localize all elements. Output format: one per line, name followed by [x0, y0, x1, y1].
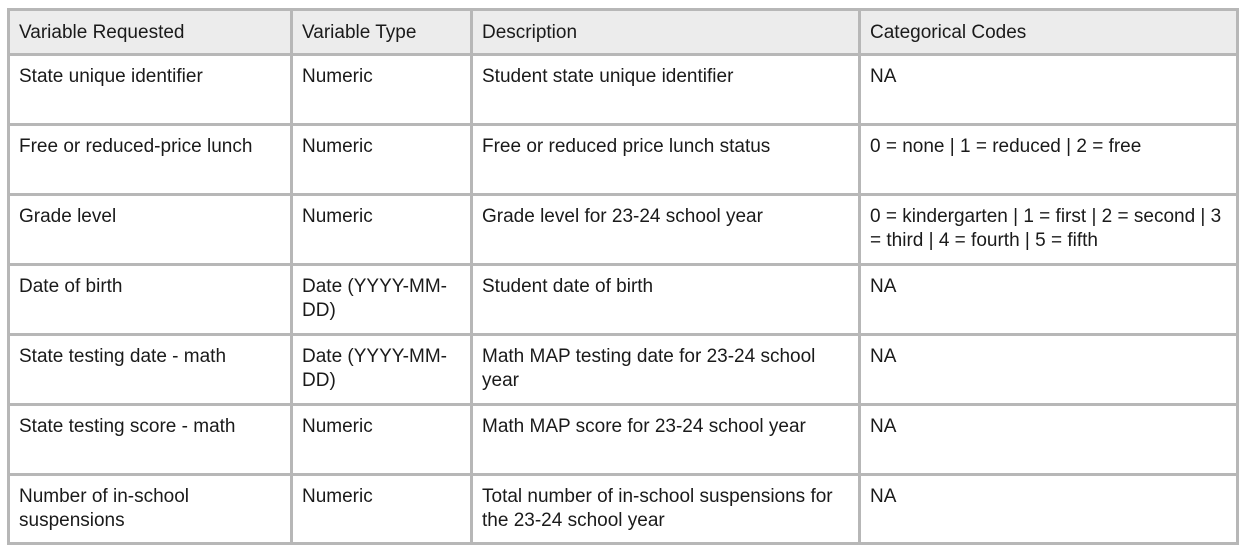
header-variable-type: Variable Type [292, 10, 472, 55]
cell-description: Total number of in-school suspensions for the 23-24 school year [472, 475, 860, 544]
table-row [9, 55, 1238, 125]
table-row [9, 265, 1238, 335]
cell-variable-type: Numeric [292, 475, 472, 544]
cell-categorical-codes: 0 = none | 1 = reduced | 2 = free [860, 125, 1238, 195]
cell-categorical-codes: NA [860, 335, 1238, 405]
variable-request-table-container [7, 8, 1239, 545]
cell-description: Math MAP score for 23-24 school year [472, 405, 860, 475]
cell-description: Grade level for 23-24 school year [472, 195, 860, 265]
cell-description: Free or reduced price lunch status [472, 125, 860, 195]
variable-request-table [7, 8, 1239, 545]
cell-variable-type: Date (YYYY-MM-DD) [292, 265, 472, 335]
header-description: Description [472, 10, 860, 55]
cell-variable-type: Date (YYYY-MM-DD) [292, 335, 472, 405]
table-row [9, 125, 1238, 195]
cell-variable-type: Numeric [292, 195, 472, 265]
cell-categorical-codes: NA [860, 55, 1238, 125]
header-categorical-codes: Categorical Codes [860, 10, 1238, 55]
header-variable-requested: Variable Requested [9, 10, 292, 55]
cell-variable-type: Numeric [292, 125, 472, 195]
table-row [9, 195, 1238, 265]
cell-categorical-codes: NA [860, 405, 1238, 475]
cell-variable-requested: State unique identifier [9, 55, 292, 125]
table-row [9, 335, 1238, 405]
table-row [9, 405, 1238, 475]
cell-variable-type: Numeric [292, 55, 472, 125]
cell-variable-requested: Free or reduced-price lunch [9, 125, 292, 195]
cell-categorical-codes: NA [860, 265, 1238, 335]
cell-description: Student state unique identifier [472, 55, 860, 125]
cell-categorical-codes: NA [860, 475, 1238, 544]
cell-description: Math MAP testing date for 23-24 school year [472, 335, 860, 405]
cell-variable-requested: Grade level [9, 195, 292, 265]
cell-categorical-codes: 0 = kindergarten | 1 = first | 2 = second | 3 = third | 4 = fourth | 5 = fifth [860, 195, 1238, 265]
header-row [9, 10, 1238, 55]
cell-variable-type: Numeric [292, 405, 472, 475]
table-row [9, 475, 1238, 544]
cell-variable-requested: Date of birth [9, 265, 292, 335]
cell-variable-requested: State testing score - math [9, 405, 292, 475]
cell-description: Student date of birth [472, 265, 860, 335]
cell-variable-requested: Number of in-school suspensions [9, 475, 292, 544]
cell-variable-requested: State testing date - math [9, 335, 292, 405]
